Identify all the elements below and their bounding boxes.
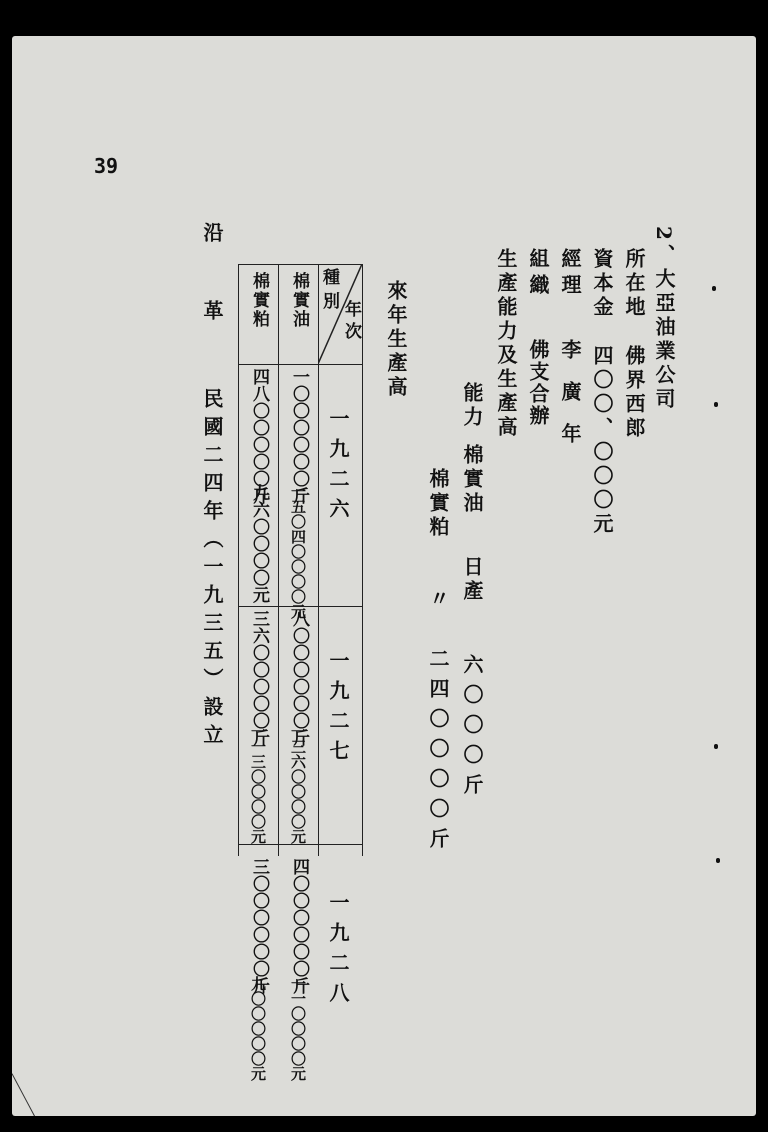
document-page <box>12 36 756 1116</box>
capacity-product: 棉實粕 <box>426 468 450 540</box>
scan-speck <box>716 858 720 863</box>
field-location <box>624 248 644 441</box>
header-kind <box>320 268 337 310</box>
year-header: 一九二七 <box>326 650 350 770</box>
capacity-amount: 二四〇〇〇〇斤 <box>426 648 450 858</box>
field-production <box>496 248 516 440</box>
capacity-unit: 〃 <box>426 588 450 612</box>
field-capital <box>592 248 612 537</box>
table-cell: 一一三〇〇〇〇元 <box>249 724 267 844</box>
scan-speck <box>714 744 718 749</box>
page-number: 39 <box>94 154 119 178</box>
capacity-row-cake <box>428 468 448 858</box>
history <box>202 222 222 752</box>
capacity-unit: 日產 <box>460 556 484 604</box>
capacity-amount: 六〇〇〇斤 <box>460 654 484 804</box>
capacity-product: 棉實油 <box>460 444 484 516</box>
section-heading <box>654 226 674 412</box>
field-value: 佛界西郎 <box>622 344 646 441</box>
header-kind-bottom: 別 <box>319 292 339 310</box>
table-cell: 九〇〇〇〇〇元 <box>249 976 267 1081</box>
row-label: 棉實油 <box>289 272 309 329</box>
section-number: 2、 <box>652 226 676 268</box>
field-label: 經理 <box>558 248 582 300</box>
year-header: 一九二八 <box>326 892 350 1012</box>
field-manager <box>560 248 580 465</box>
table-cell: 三〇〇〇〇〇〇斤 <box>249 858 269 994</box>
field-label: 組織 <box>526 248 550 300</box>
capacity-label: 能力 <box>460 382 484 430</box>
header-kind-top: 種 <box>319 268 339 286</box>
history-text: 民國二四年（一九三五）設立 <box>200 388 224 752</box>
scan-speck <box>714 402 718 407</box>
table-cell: 三六〇〇〇〇〇斤 <box>249 610 269 746</box>
field-label: 所在地 <box>622 248 646 320</box>
table-cell: 九六〇〇〇〇元 <box>249 484 269 603</box>
table-cell: 八〇〇〇〇〇〇斤 <box>289 610 309 746</box>
section-name: 大亞油業公司 <box>652 267 676 412</box>
field-organization <box>528 248 548 427</box>
history-label: 沿革 <box>200 222 224 378</box>
field-label: 資本金 <box>590 248 614 320</box>
capacity-row-oil <box>462 382 482 804</box>
row-label: 棉實粕 <box>249 272 269 329</box>
table-cell: 一五〇四〇〇〇〇元 <box>289 484 307 619</box>
field-value: 李廣年 <box>558 338 582 465</box>
header-year-sub: 次 <box>341 322 361 340</box>
annual-production-label: 來年生產高 <box>384 280 408 400</box>
scan-speck <box>712 286 716 291</box>
field-value: 佛支合辦 <box>526 338 550 427</box>
table-cell: 一三六〇〇〇〇元 <box>289 724 307 844</box>
field-label: 生產能力及生產高 <box>494 248 518 440</box>
field-value: 四〇〇、〇〇〇元 <box>590 344 614 537</box>
year-header: 一九二六 <box>326 408 350 528</box>
table-cell: 一一〇〇〇〇元 <box>289 976 307 1081</box>
table-cell: 四〇〇〇〇〇〇斤 <box>289 858 309 994</box>
header-year <box>342 300 359 340</box>
scan-corner-mark <box>12 1045 94 1116</box>
table-cell: 一〇〇〇〇〇〇斤 <box>289 368 309 504</box>
production-table <box>238 264 362 1081</box>
table-cell: 四八〇〇〇〇〇斤 <box>249 368 269 504</box>
header-year-top: 年 <box>341 300 361 318</box>
